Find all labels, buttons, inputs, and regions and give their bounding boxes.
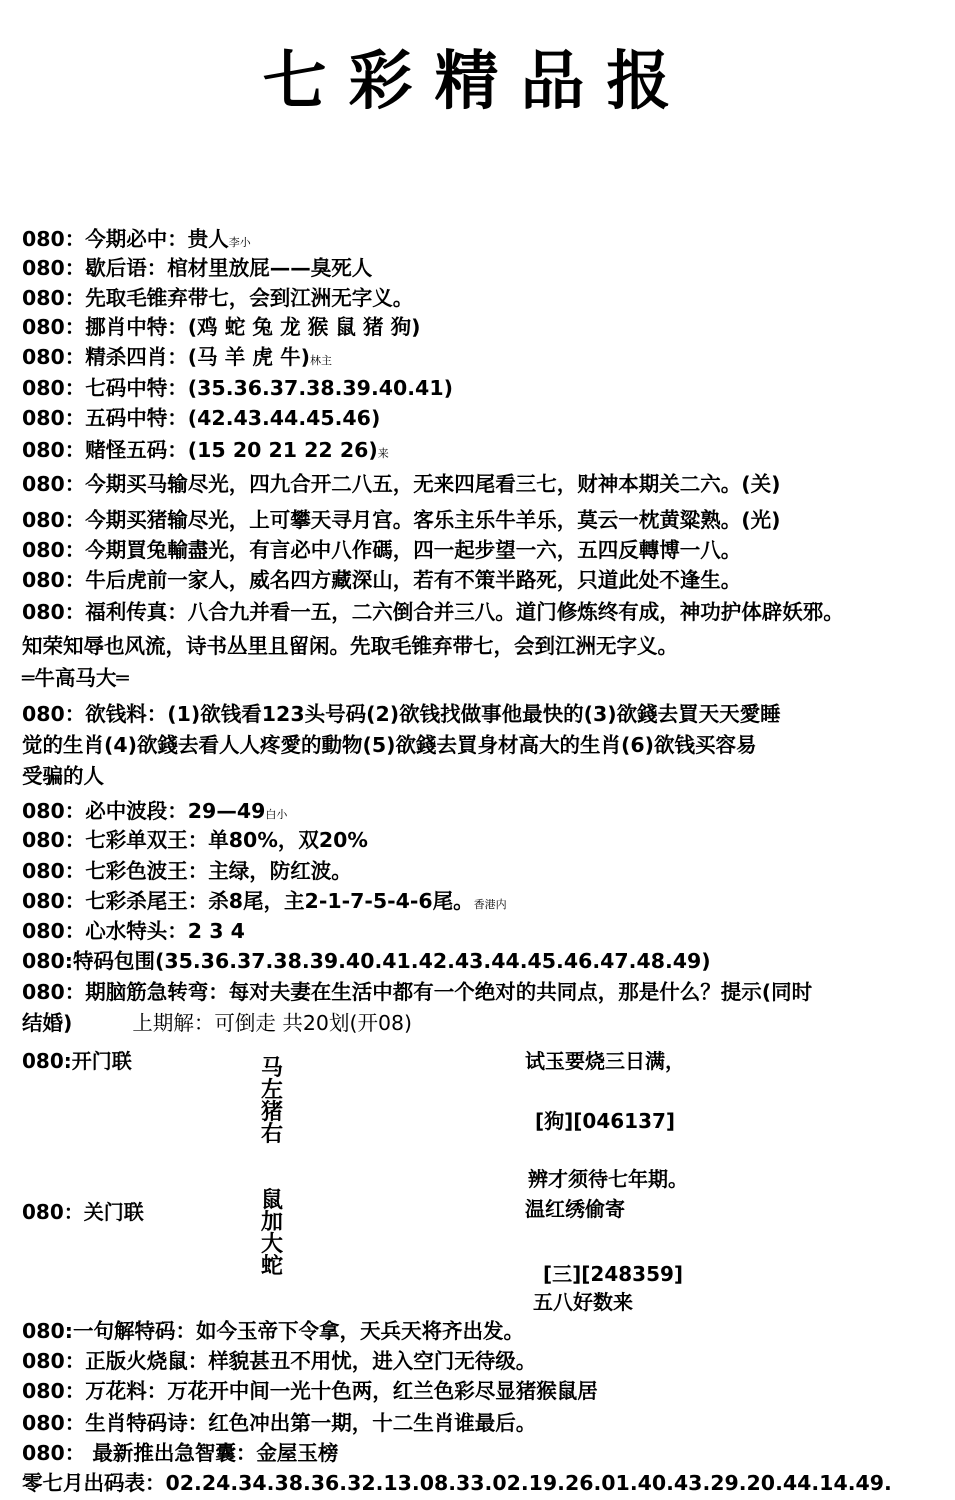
line-text-extra: 上期解：可倒走 共20划(开08) [132,1011,413,1035]
content-line [22,732,757,758]
content-line [22,798,287,828]
bottom-line: 080：正版火烧鼠：样貌甚丑不用忧，进入空门无待级。 [22,1349,537,1373]
close-couplet-vertical: 鼠加大蛇 [260,1188,283,1279]
line-text: 080：欲钱料：(1)欲钱看123头号码(2)欲钱找做事他最快的(3)欲錢去買天天愛睡 [22,702,781,726]
content-line [22,285,413,311]
bottom-line: 080:一句解特码：如今玉帝下令拿，天兵天将齐出发。 [22,1319,524,1343]
content-line [22,827,368,853]
line-note: 来 [377,447,389,460]
content-line [22,763,104,789]
close-couplet-line-2: [三][248359] [543,1262,684,1286]
content-line [22,701,781,727]
bottom-line: 080：万花料：万花开中间一光十色两，红兰色彩尽显猪猴鼠居 [22,1379,598,1403]
line-text: 受骗的人 [22,764,104,788]
line-note: 林主 [309,354,332,367]
line-text: 080：必中波段：29—49 [22,799,266,823]
open-couplet-line-1: 试玉要烧三日满， [525,1049,685,1073]
line-text: 080：五码中特：(42.43.44.45.46) [22,406,381,430]
content-line [22,471,781,497]
line-text: 080：期脑筋急转弯：每对夫妻在生活中都有一个绝对的共同点，那是什么？提示(同时 [22,980,813,1004]
line-text: 080：七彩单双王：单80%，双20% [22,828,368,852]
content-line [22,405,380,431]
content-line [22,599,844,625]
page-title: 七彩精品报 [262,44,693,119]
line-text: 080：牛后虎前一家人，威名四方藏深山，若有不策半路死，只道此处不逢生。 [22,568,742,592]
line-text: 080：精杀四肖：(马 羊 虎 牛) [22,345,310,369]
line-text: 080：福利传真：八合九并看一五，二六倒合并三八。道门修炼终有成，神功护体辟妖邪。 [22,600,844,624]
line-text: 080：赌怪五码：(15 20 21 22 26) [22,438,378,462]
line-text: 知荣知辱也风流，诗书丛里且留闲。先取毛锥弃带七，会到江洲无字义。 [22,634,678,658]
bottom-line: 080：生肖特码诗：红色冲出第一期，十二生肖谁最后。 [22,1411,537,1435]
line-text: 080：今期買兔輸盡光，有言必中八作碼，四一起步望一六，五四反轉博一八。 [22,538,742,562]
line-note: 香港内 [473,898,507,911]
bottom-line: 零七月出码表：02.24.34.38.36.32.13.08.33.02.19.26.01.40.43.29.20.44.14.49. [22,1471,892,1495]
line-text: 080：今期必中：贵人 [22,227,229,251]
line-note: 白小 [265,808,288,821]
close-couplet-line-1: 温红绣偷寄 [525,1197,625,1221]
bottom-line: 080： 最新推出急智囊：金屋玉榜 [22,1441,339,1465]
line-text: 080：今期买猪输尽光，上可攀天寻月宫。客乐主乐牛羊乐，莫云一枕黄粱熟。(光) [22,508,781,532]
open-couplet-label: 080:开门联 [22,1049,132,1073]
content-line [22,507,781,533]
line-text: 觉的生肖(4)欲錢去看人人疼愛的動物(5)欲錢去買身材高大的生肖(6)欲钱买容易 [22,733,757,757]
line-text: 080：歇后语：棺材里放屁——臭死人 [22,256,373,280]
content-line [22,537,741,563]
open-couplet-line-2: [狗][046137] [535,1109,676,1133]
line-text: 080：今期买马输尽光，四九合开二八五，无来四尾看三七，财神本期关二六。(关) [22,472,781,496]
content-line [22,858,352,884]
content-line [22,948,711,974]
content-line [22,567,741,593]
content-line [22,979,812,1005]
content-line [22,255,372,281]
content-line [22,665,129,691]
content-line [22,888,507,918]
line-text: 080：先取毛锥弃带七，会到江洲无字义。 [22,286,414,310]
line-text: ═牛高马大═ [22,666,129,690]
content-line [22,437,389,467]
content-line [22,633,678,659]
content-line [22,226,251,256]
line-text: 080：挪肖中特：(鸡 蛇 兔 龙 猴 鼠 猪 狗) [22,315,421,339]
content-line [22,314,421,340]
line-text: 080：心水特头：2 3 4 [22,919,245,943]
content-line [22,918,245,944]
line-text: 080：七彩色波王：主绿，防红波。 [22,859,352,883]
line-text: 结婚) [22,1011,73,1035]
close-couplet-label: 080：关门联 [22,1200,144,1224]
content-line [22,1010,412,1036]
content-line [22,375,453,401]
line-text: 080:特码包围(35.36.37.38.39.40.41.42.43.44.45.46.47.48.49) [22,949,711,973]
content-line [22,344,332,374]
open-couplet-line-3: 辨才须待七年期。 [528,1167,688,1191]
line-text: 080：七彩杀尾王：杀8尾，主2-1-7-5-4-6尾。 [22,889,474,913]
open-couplet-vertical: 马左猪右 [260,1056,283,1147]
line-text: 080：七码中特：(35.36.37.38.39.40.41) [22,376,453,400]
line-note: 李小 [228,236,251,249]
close-couplet-line-3: 五八好数来 [533,1290,633,1314]
